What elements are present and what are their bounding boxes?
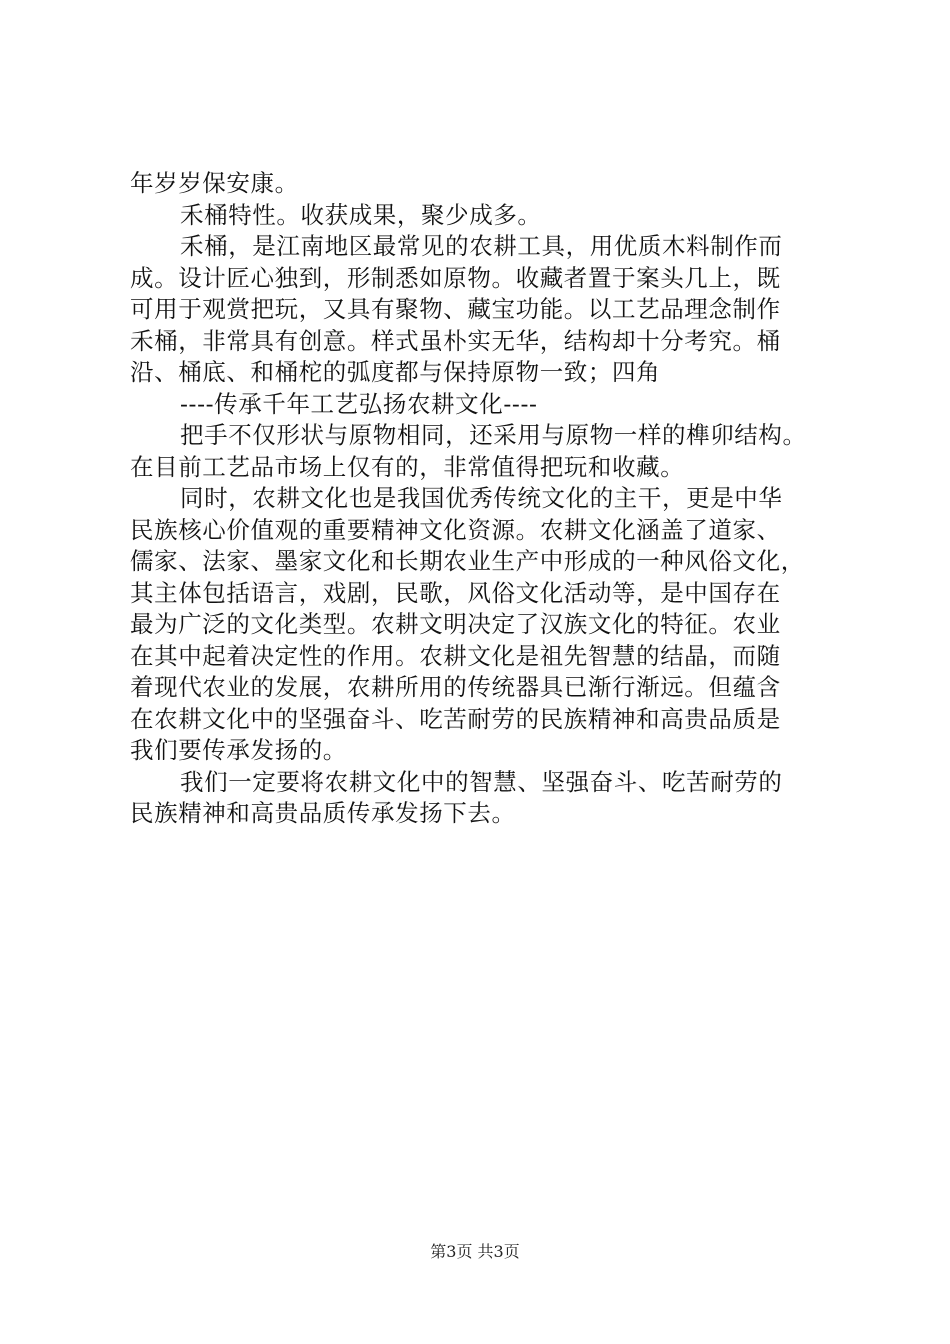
text-line: 我们一定要将农耕文化中的智慧、坚强奋斗、吃苦耐劳的 [180,767,783,796]
page-number-label: 第3页 共3页 [430,1242,520,1261]
text-line: 把手不仅形状与原物相同，还采用与原物一样的榫卯结构。 [180,421,807,449]
text-line: 最为广泛的文化类型。农耕文明决定了汉族文化的特征。农业 [130,610,781,638]
text-line: 着现代农业的发展，农耕所用的传统器具已渐行渐远。但蕴含 [130,673,781,701]
text-line: 沿、桶底、和桶柁的弧度都与保持原物一致；四角 [130,358,661,386]
section-divider-line: ----传承千年工艺弘扬农耕文化---- [180,389,538,418]
text-line: 民族精神和高贵品质传承发扬下去。 [130,799,516,827]
text-line: 其主体包括语言，戏剧，民歌，风俗文化活动等，是中国存在 [130,578,781,607]
text-line: 在目前工艺品市场上仅有的，非常值得把玩和收藏。 [130,452,685,481]
text-line: 成。设计匠心独到，形制悉如原物。收藏者置于案头几上，既 [130,263,781,292]
text-line: 禾桶，非常具有创意。样式虽朴实无华，结构却十分考究。桶 [130,326,781,355]
text-line: 可用于观赏把玩，又具有聚物、藏宝功能。以工艺品理念制作 [130,295,781,323]
text-line: 禾桶特性。收获成果，聚少成多。 [180,200,542,229]
text-line: 在农耕文化中的坚强奋斗、吃苦耐劳的民族精神和高贵品质是 [130,704,781,733]
text-line: 年岁岁保安康。 [130,169,299,197]
text-line: 在其中起着决定性的作用。农耕文化是祖先智慧的结晶，而随 [130,641,781,670]
text-line: 民族核心价值观的重要精神文化资源。农耕文化涵盖了道家、 [130,515,781,544]
text-line: 禾桶，是江南地区最常见的农耕工具，用优质木料制作而 [180,232,783,260]
page-footer [0,1242,950,1262]
text-line: 我们要传承发扬的。 [130,736,347,764]
text-line: 儒家、法家、墨家文化和长期农业生产中形成的一种风俗文化， [130,547,805,575]
text-line: 同时，农耕文化也是我国优秀传统文化的主干，更是中华 [180,484,783,512]
document-body [130,168,830,830]
